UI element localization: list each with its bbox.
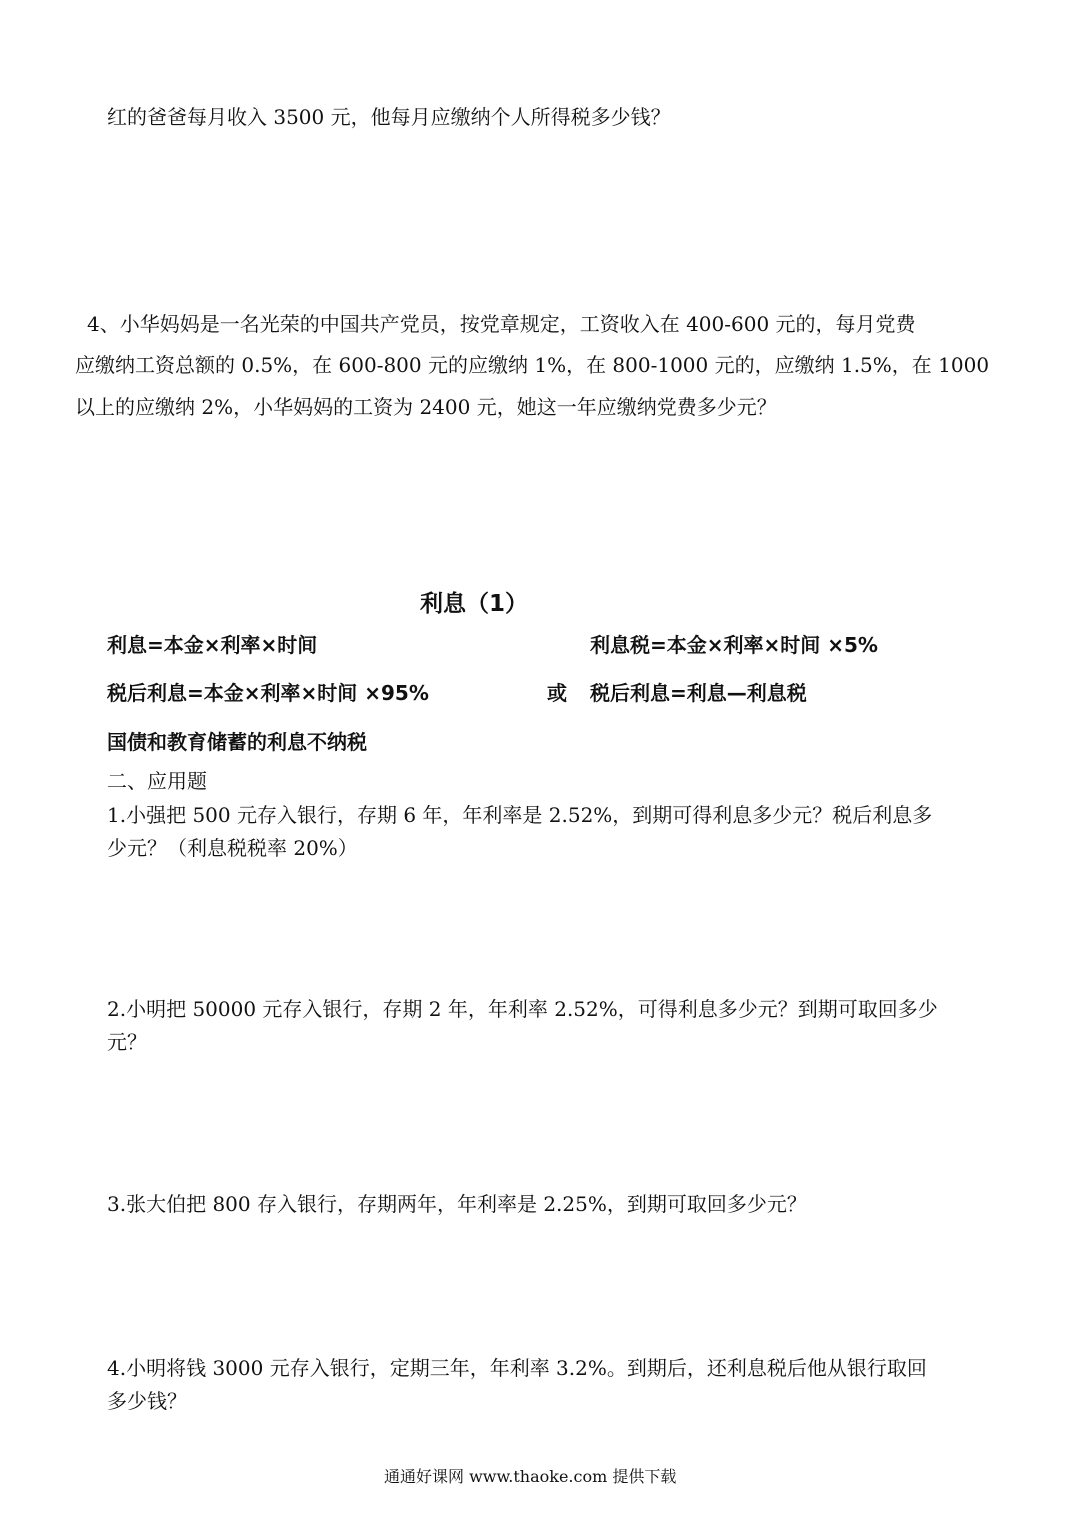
problem-2-line-2: 元？: [107, 1030, 147, 1054]
question-4-line-3: 以上的应缴纳 2%，小华妈妈的工资为 2400 元，她这一年应缴纳党费多少元？: [75, 395, 777, 419]
page-footer: 通通好课网 www.thaoke.com 提供下载: [384, 1467, 677, 1486]
question-4-line-1: 4、小华妈妈是一名光荣的中国共产党员，按党章规定，工资收入在 400-600 元的，每月党费: [87, 312, 916, 336]
question-tax-tail: 红的爸爸每月收入 3500 元，他每月应缴纳个人所得税多少钱？: [107, 105, 671, 129]
or-word: 或: [547, 681, 567, 705]
problem-1-line-2: 少元？（利息税税率 20%）: [107, 836, 358, 860]
application-heading: 二、应用题: [107, 769, 207, 793]
formula-after-tax-alt: 税后利息=利息—利息税: [590, 681, 807, 705]
formula-interest-tax: 利息税=本金×利率×时间 ×5%: [590, 633, 878, 657]
problem-2-line-1: 2.小明把 50000 元存入银行，存期 2 年，年利率 2.52%，可得利息多少元？到期可取回多少: [107, 997, 938, 1021]
problem-1-line-1: 1.小强把 500 元存入银行，存期 6 年，年利率是 2.52%，到期可得利息多少元？税后利息多: [107, 803, 933, 827]
problem-4-line-1: 4.小明将钱 3000 元存入银行，定期三年，年利率 3.2%。到期后，还利息税后他从银行取回: [107, 1356, 927, 1380]
formula-after-tax: 税后利息=本金×利率×时间 ×95%: [107, 681, 429, 705]
question-4-line-2: 应缴纳工资总额的 0.5%，在 600-800 元的应缴纳 1%，在 800-1000 元的，应缴纳 1.5%，在 1000: [75, 353, 990, 377]
problem-4-line-2: 多少钱？: [107, 1389, 187, 1413]
section-title: 利息（1）: [420, 591, 529, 617]
problem-3-line-1: 3.张大伯把 800 存入银行，存期两年，年利率是 2.25%，到期可取回多少元？: [107, 1192, 807, 1216]
formula-interest: 利息=本金×利率×时间: [107, 633, 318, 657]
tax-exempt-note: 国债和教育储蓄的利息不纳税: [107, 730, 367, 754]
